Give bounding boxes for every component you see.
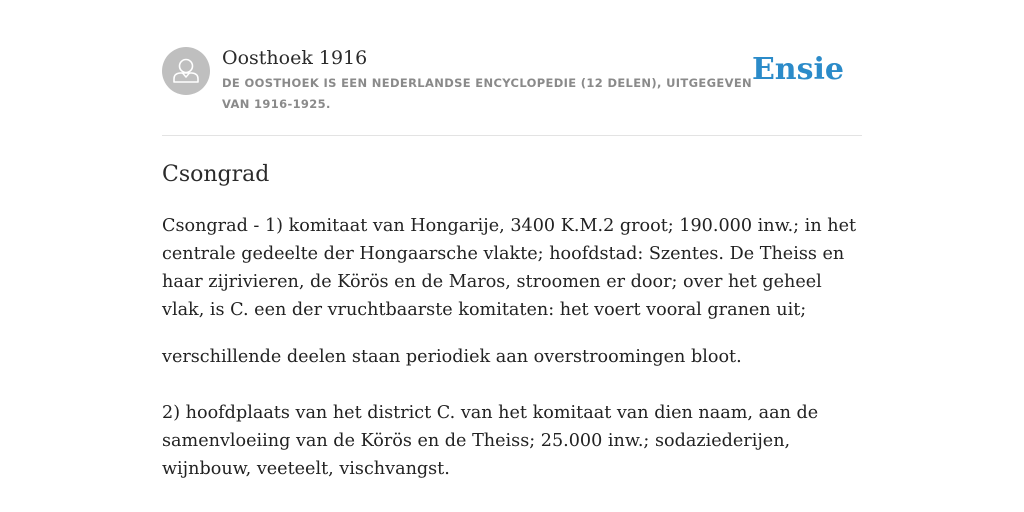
source-title[interactable]: Oosthoek 1916	[222, 47, 368, 69]
header-divider	[162, 135, 862, 136]
user-avatar-icon	[162, 47, 210, 95]
article-paragraph: 2) hoofdplaats van het district C. van het komitaat van dien naam, aan de samenvloeiing van de Körös en de Theiss; 25.000 inw.; sodaziederijen, wijnbouw, veeteelt, vischvangst.	[162, 403, 819, 479]
source-description: DE OOSTHOEK IS EEN NEDERLANDSE ENCYCLOPEDIE (12 DELEN), UITGEGEVEN VAN 1916-1925.	[222, 76, 753, 111]
ensie-logo[interactable]: Ensie	[751, 52, 844, 87]
article-paragraph: verschillende deelen staan periodiek aan overstroomingen bloot.	[162, 347, 742, 367]
entry-title: Csongrad	[162, 162, 270, 187]
article	[162, 158, 862, 483]
article-paragraph: Csongrad - 1) komitaat van Hongarije, 3400 K.M.2 groot; 190.000 inw.; in het centrale gedeelte der Hongaarsche vlakte; hoofdstad: Szentes. De Theiss en haar zijrivieren, de Körös en de Maros, stroomen er door; over het geheel vlak, is C. een der vruchtbaarste komitaten: het voert vooral granen uit;	[162, 216, 857, 320]
source-header	[162, 46, 862, 136]
